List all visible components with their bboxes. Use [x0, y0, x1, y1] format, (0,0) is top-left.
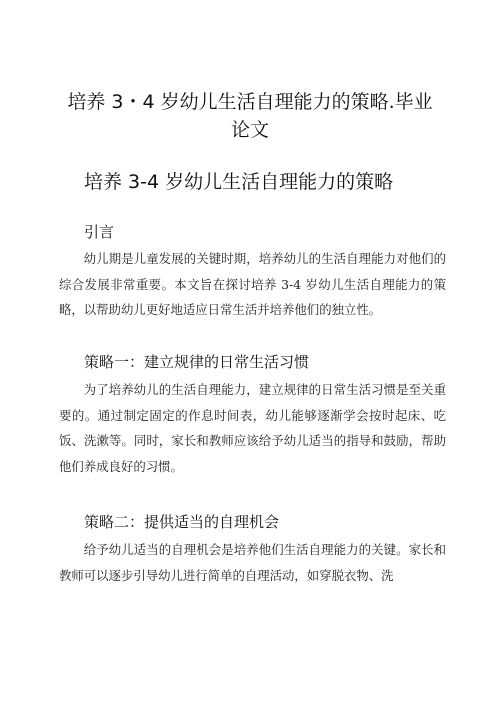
section-heading-strategy-2: 策略二：提供适当的自理机会 [84, 513, 280, 531]
section-paragraph-strategy-2: 给予幼儿适当的自理机会是培养他们生活自理能力的关键。家长和教师可以逐步引导幼儿进行简单的自理活动，如穿脱衣物、洗 [59, 542, 446, 583]
section-paragraph-strategy-1: 为了培养幼儿的生活自理能力，建立规律的日常生活习惯是至关重要的。通过制定固定的作息时间表，幼儿能够逐渐学会按时起床、吃饭、洗漱等。同时，家长和教师应该给予幼儿适当的指导和鼓励，帮助他们养成良好的习惯。 [59, 382, 446, 474]
section-heading-strategy-1: 策略一：建立规律的日常生活习惯 [84, 353, 310, 371]
main-heading: 培养 3-4 岁幼儿生活自理能力的策略 [84, 171, 394, 193]
document-title: 培养 3・4 岁幼儿生活自理能力的策略.毕业论文 [67, 91, 433, 141]
section-heading-introduction: 引言 [84, 223, 115, 241]
section-paragraph-introduction: 幼儿期是儿童发展的关键时期，培养幼儿的生活自理能力对他们的综合发展非常重要。本文旨在探讨培养 3-4 岁幼儿生活自理能力的策略，以帮助幼儿更好地适应日常生活并培养他们的独立性。 [59, 251, 446, 317]
